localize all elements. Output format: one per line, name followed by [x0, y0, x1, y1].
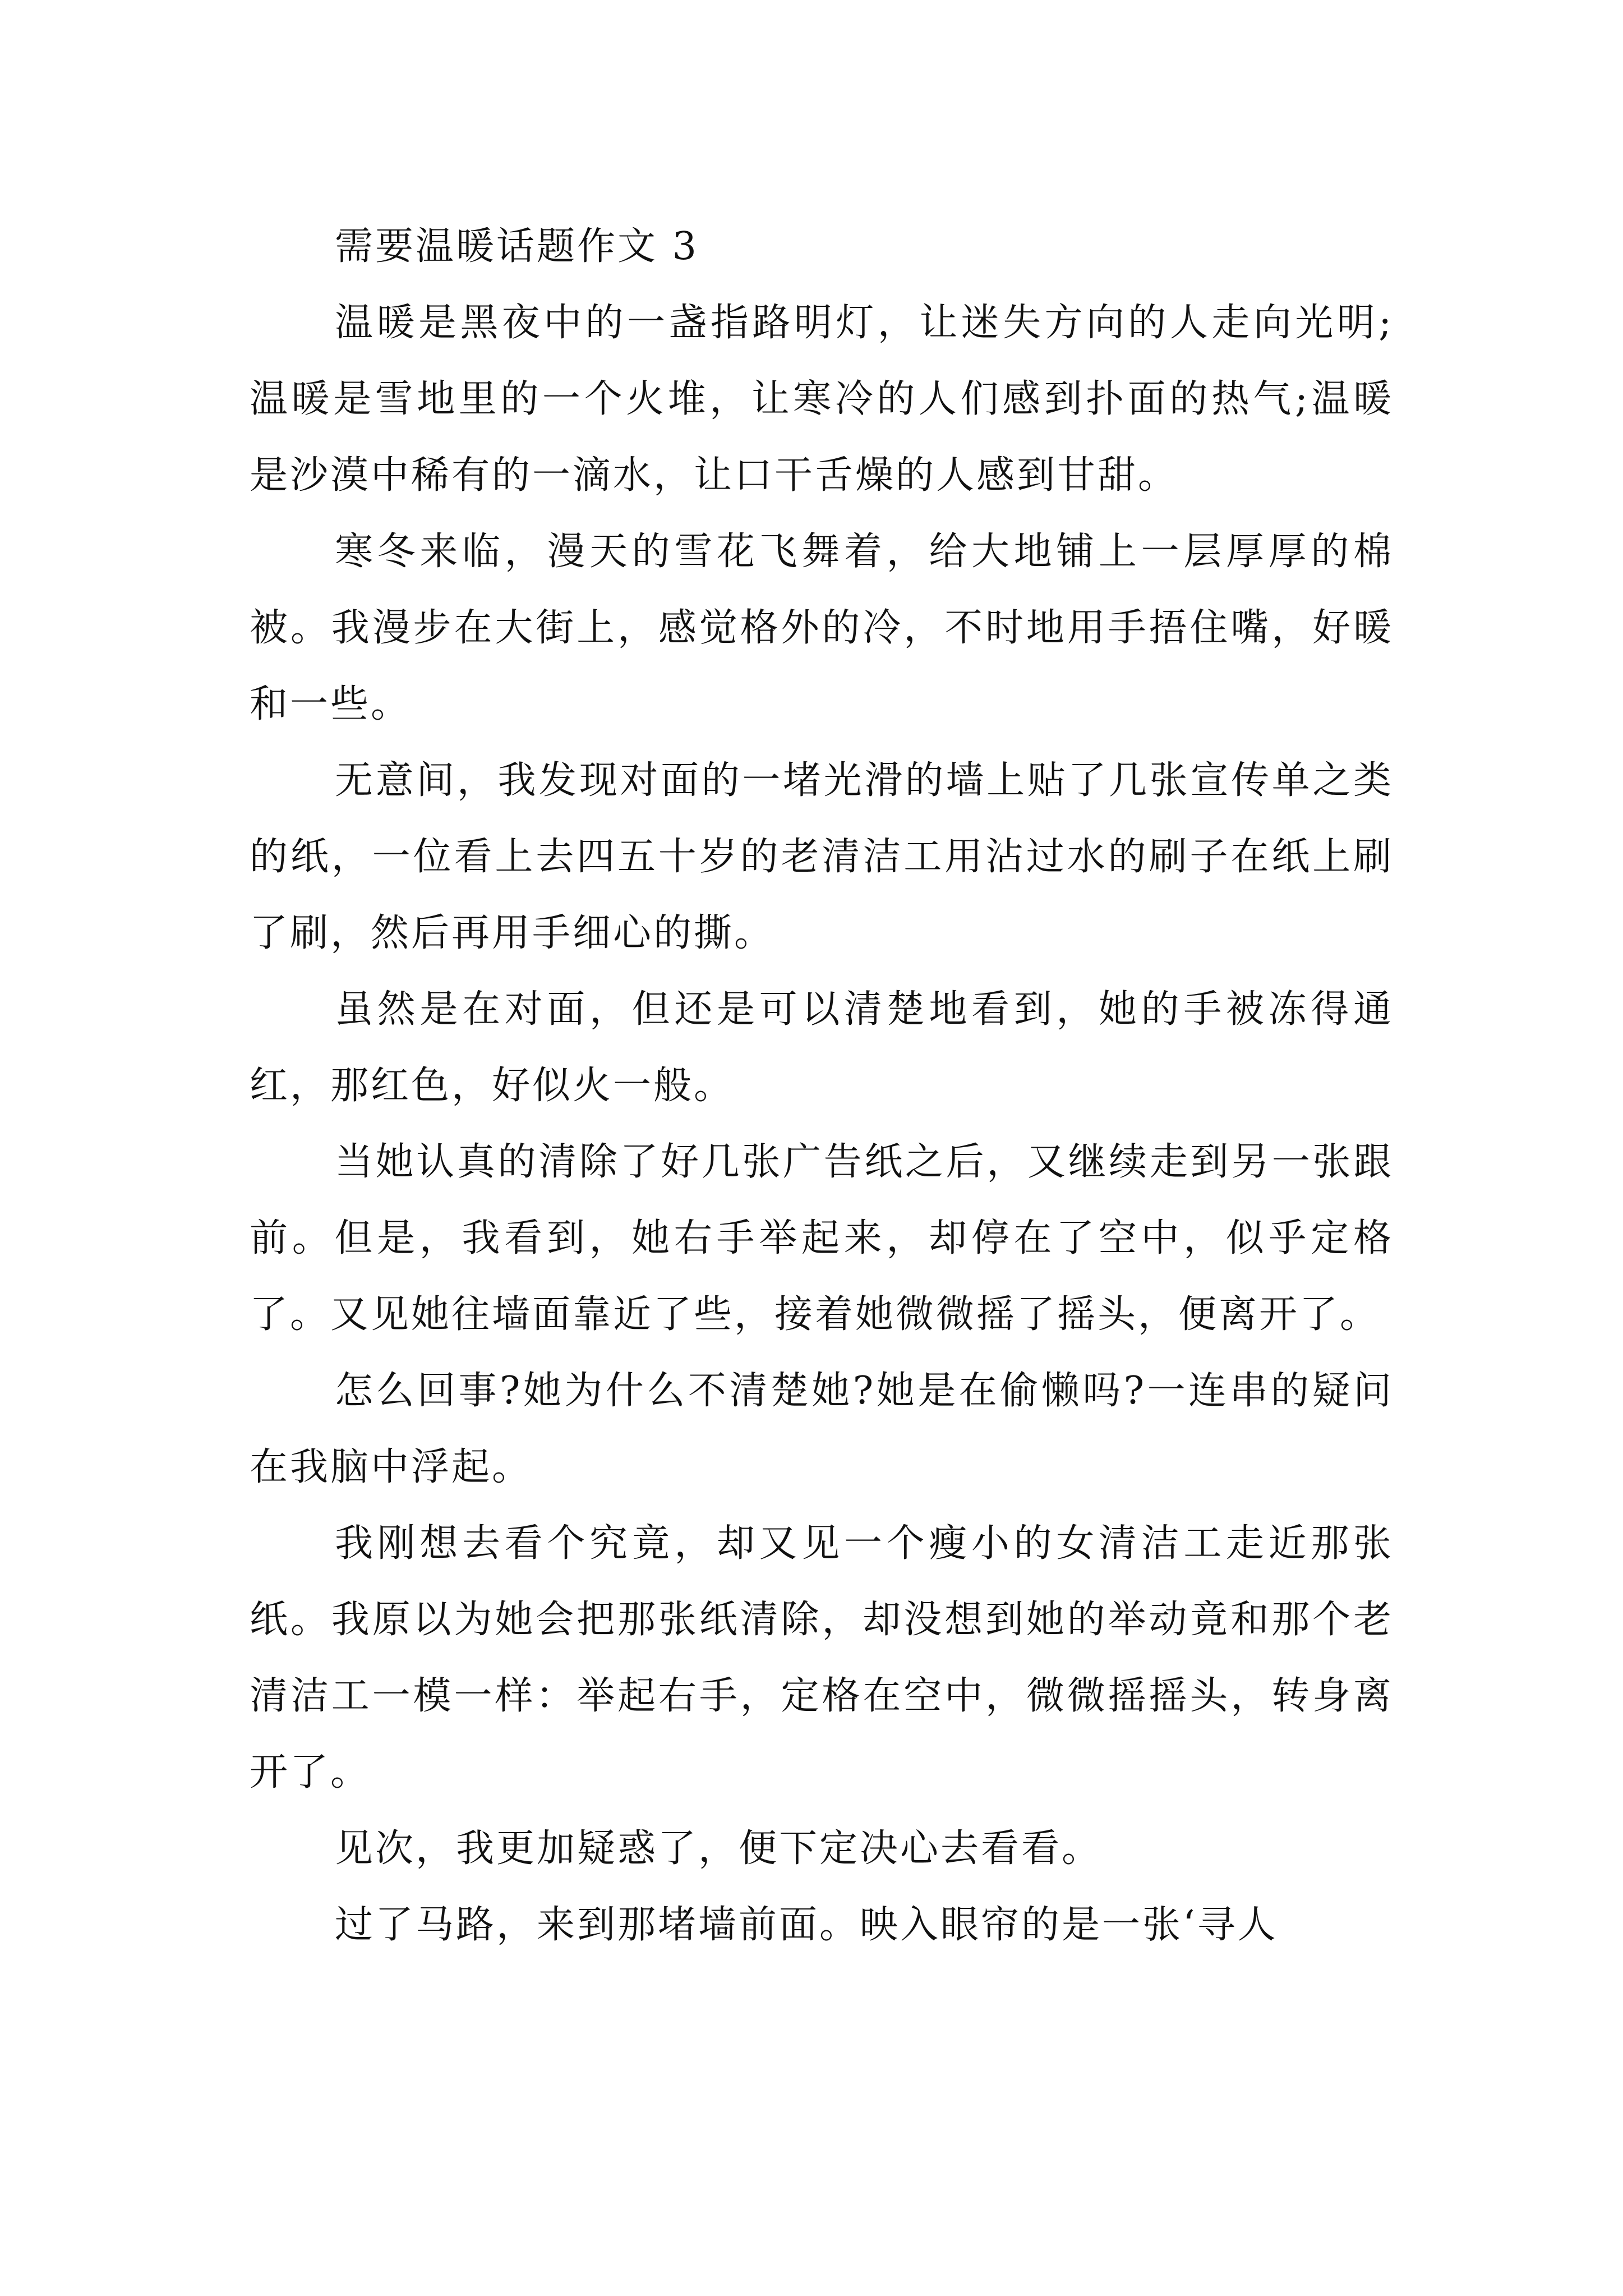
document-body [250, 209, 1394, 1963]
paragraph: 寒冬来临，漫天的雪花飞舞着，给大地铺上一层厚厚的棉被。我漫步在大街上，感觉格外的冷，不时地用手捂住嘴，好暖和一些。 [250, 530, 1394, 726]
paragraph: 无意间，我发现对面的一堵光滑的墙上贴了几张宣传单之类的纸，一位看上去四五十岁的老清洁工用沾过水的刷子在纸上刷了刷，然后再用手细心的撕。 [250, 758, 1394, 955]
paragraph: 怎么回事?她为什么不清楚她?她是在偷懒吗?一连串的疑问在我脑中浮起。 [250, 1369, 1394, 1489]
paragraph: 虽然是在对面，但还是可以清楚地看到，她的手被冻得通红，那红色，好似火一般。 [250, 987, 1394, 1108]
paragraph: 见次，我更加疑惑了，便下定决心去看看。 [335, 1826, 1103, 1871]
paragraph: 我刚想去看个究竟，却又见一个瘦小的女清洁工走近那张纸。我原以为她会把那张纸清除，却没想到她的举动竟和那个老清洁工一模一样：举起右手，定格在空中，微微摇摇头，转身离开了。 [250, 1521, 1394, 1795]
paragraph: 当她认真的清除了好几张广告纸之后，又继续走到另一张跟前。但是，我看到，她右手举起来，却停在了空中，似乎定格了。又见她往墙面靠近了些，接着她微微摇了摇头，便离开了。 [250, 1140, 1394, 1337]
paragraph: 过了马路，来到那堵墙前面。映入眼帘的是一张‘寻人 [335, 1903, 1278, 1947]
paragraph: 温暖是黑夜中的一盏指路明灯，让迷失方向的人走向光明;温暖是雪地里的一个火堆，让寒冷的人们感到扑面的热气;温暖是沙漠中稀有的一滴水，让口干舌燥的人感到甘甜。 [250, 301, 1394, 498]
document-title: 需要温暖话题作文 3 [335, 224, 699, 269]
